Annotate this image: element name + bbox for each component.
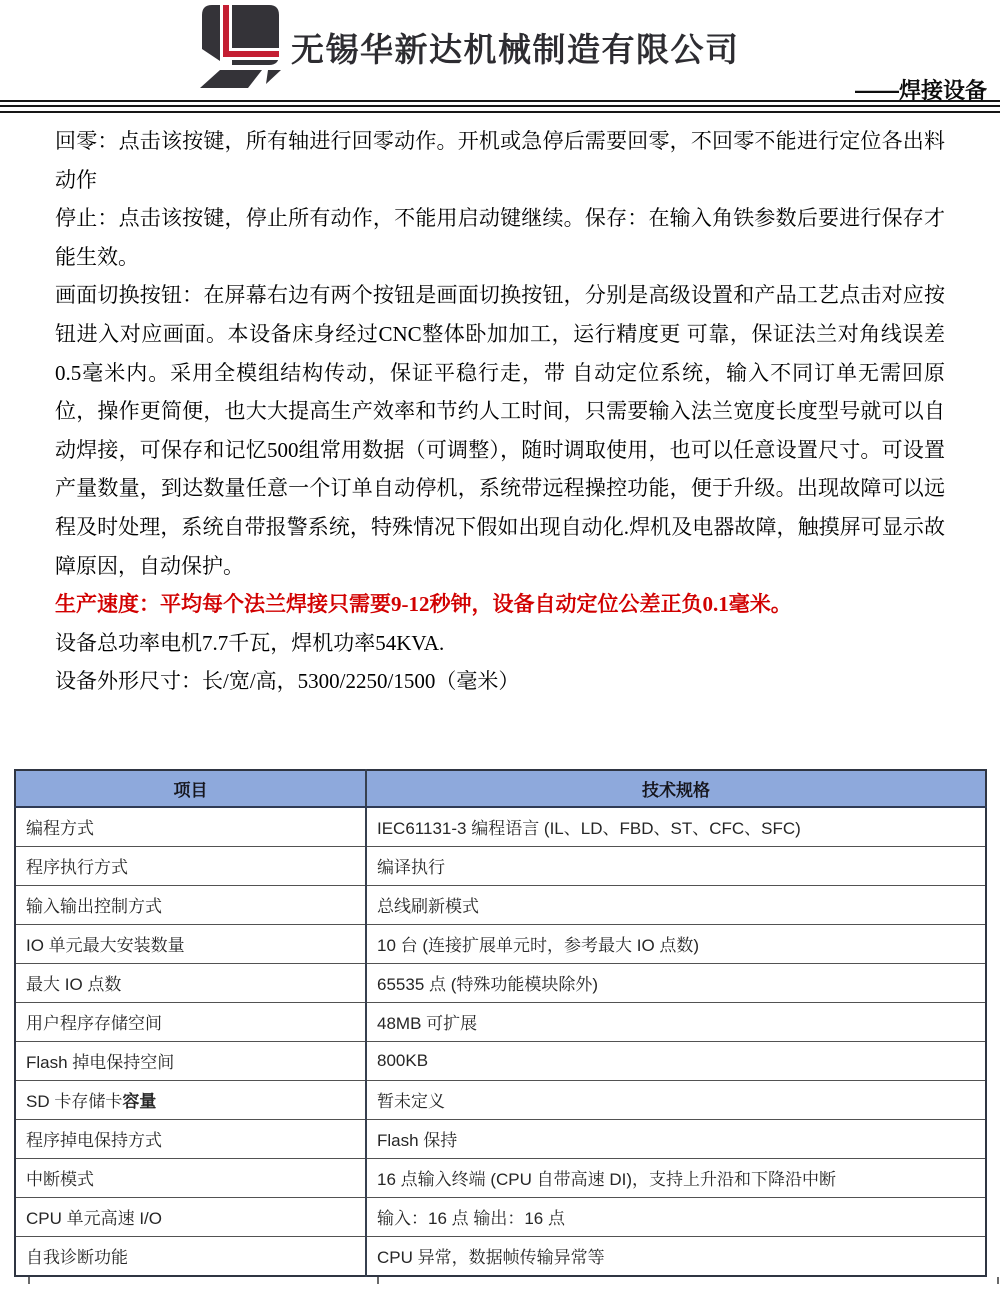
company-logo-icon	[196, 4, 288, 92]
table-row	[15, 846, 986, 885]
table-row	[15, 885, 986, 924]
cell-label: 编程方式	[15, 807, 366, 847]
cell-value: 编译执行	[366, 846, 986, 885]
cell-label: Flash 掉电保持空间	[15, 1041, 366, 1080]
table-row	[15, 1080, 986, 1119]
header-divider-thin-line	[0, 100, 1000, 102]
company-name: 无锡华新达机械制造有限公司	[291, 31, 740, 68]
table-row	[15, 1041, 986, 1080]
cell-value: 48MB 可扩展	[366, 1002, 986, 1041]
cell-value: 输入：16 点 输出：16 点	[366, 1197, 986, 1236]
cell-value: Flash 保持	[366, 1119, 986, 1158]
cell-label-bold-part: 容量	[122, 1092, 157, 1112]
cell-label: 输入输出控制方式	[15, 885, 366, 924]
page-header	[0, 0, 1000, 112]
table-row	[15, 1158, 986, 1197]
paragraph-return-zero: 回零：点击该按键，所有轴进行回零动作。开机或急停后需要回零，不回零不能进行定位各出料动作	[55, 129, 945, 192]
table-row	[15, 924, 986, 963]
table-row	[15, 1236, 986, 1276]
header-divider-double-line	[0, 105, 1000, 113]
paragraph-screen-switch: 画面切换按钮：在屏幕右边有两个按钮是画面切换按钮，分别是高级设置和产品工艺点击对应按钮进入对应画面。本设备床身经过CNC整体卧加加工，运行精度更 可靠，保证法兰对角线误差0.5毫米内。采用全模组结构传动，保证平稳行走，带 自动定位系统，输入不同订单无需回原位，操作更简便，也大大提高生产效率和节约人工时间，只需要输入法兰宽度长度型号就可以自动焊接，可保存和记忆500组常用数据（可调整），随时调取使用，也可以任意设置尺寸。可设置产量数量，到达数量任意一个订单自动停机，系统带远程操控功能，便于升级。出现故障可以远程及时处理，系统自带报警系统，特殊情况下假如出现自动化.焊机及电器故障，触摸屏可显示故障原因，自动保护。	[55, 283, 945, 578]
table-row	[15, 1119, 986, 1158]
spec-table-header-row	[15, 770, 986, 807]
cell-label: 程序执行方式	[15, 846, 366, 885]
cell-label: SD 卡存储卡容量	[15, 1080, 366, 1119]
cell-label: 中断模式	[15, 1158, 366, 1197]
column-header-spec: 技术规格	[366, 770, 986, 807]
cell-value: 800KB	[366, 1041, 986, 1080]
table-row	[15, 963, 986, 1002]
cell-value: 16 点输入终端 (CPU 自带高速 DI)，支持上升沿和下降沿中断	[366, 1158, 986, 1197]
cell-value: CPU 异常，数据帧传输异常等	[366, 1236, 986, 1276]
table-row	[15, 1002, 986, 1041]
table-row	[15, 807, 986, 847]
table-row	[15, 1197, 986, 1236]
paragraph-stop-save: 停止：点击该按键，停止所有动作，不能用启动键继续。保存：在输入角铁参数后要进行保存才能生效。	[55, 206, 945, 269]
cell-label: 自我诊断功能	[15, 1236, 366, 1276]
document-tagline: ——焊接设备	[854, 78, 987, 103]
header-divider	[0, 100, 1000, 113]
cell-label: CPU 单元高速 I/O	[15, 1197, 366, 1236]
cell-value: 总线刷新模式	[366, 885, 986, 924]
column-header-item: 项目	[15, 770, 366, 807]
cell-label: IO 单元最大安装数量	[15, 924, 366, 963]
body-text	[55, 122, 945, 701]
cell-label: 最大 IO 点数	[15, 963, 366, 1002]
power-spec-line: 设备总功率电机7.7千瓦，焊机功率54KVA.	[55, 630, 445, 655]
dimension-spec-line: 设备外形尺寸：长/宽/高，5300/2250/1500（毫米）	[55, 669, 520, 694]
cell-label: 程序掉电保持方式	[15, 1119, 366, 1158]
speed-highlight-text: 生产速度：平均每个法兰焊接只需要9-12秒钟，设备自动定位公差正负0.1毫米。	[55, 592, 792, 617]
cell-value: 10 台 (连接扩展单元时，参考最大 IO 点数)	[366, 924, 986, 963]
cell-value: 65535 点 (特殊功能模块除外)	[366, 963, 986, 1002]
spec-table	[14, 769, 987, 1277]
cell-value: 暂未定义	[366, 1080, 986, 1119]
cell-label: 用户程序存储空间	[15, 1002, 366, 1041]
cell-value: IEC61131-3 编程语言 (IL、LD、FBD、ST、CFC、SFC)	[366, 807, 986, 847]
spec-table-section	[14, 769, 986, 1284]
table-cropped-border-stubs	[28, 1277, 999, 1284]
